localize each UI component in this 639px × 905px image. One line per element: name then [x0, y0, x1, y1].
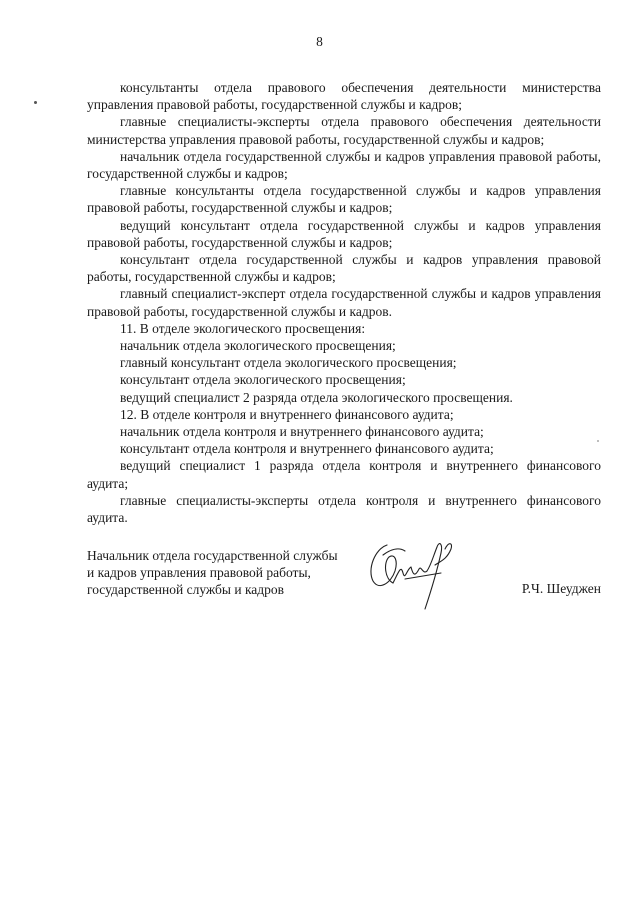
paragraph: главные специалисты-эксперты отдела правового обеспечения деятельности министерства управления правовой работы, государственной службы и кадров;	[87, 114, 601, 147]
page-number: 8	[316, 34, 323, 49]
paragraph: консультанты отдела правового обеспечения деятельности министерства управления правовой работы, государственной службы и кадров;	[87, 80, 601, 113]
paragraph: консультант отдела контроля и внутреннего финансового аудита;	[120, 441, 494, 457]
paragraph: начальник отдела экологического просвещения;	[120, 338, 396, 354]
paragraph: консультант отдела государственной службы и кадров управления правовой работы, государственной службы и кадров;	[87, 252, 601, 285]
paragraph: консультант отдела экологического просвещения;	[120, 372, 406, 388]
paragraph: главный специалист-эксперт отдела государственной службы и кадров управления правовой работы, государственной службы и кадров.	[87, 286, 601, 319]
paragraph: начальник отдела контроля и внутреннего финансового аудита;	[120, 424, 484, 440]
paragraph: начальник отдела государственной службы и кадров управления правовой работы, государственной службы и кадров;	[87, 148, 601, 182]
paragraph: главные консультанты отдела государственной службы и кадров управления правовой работы, государственной службы и кадров;	[87, 183, 601, 216]
scan-speck	[34, 101, 37, 104]
section-heading: 12. В отделе контроля и внутреннего финансового аудита;	[120, 406, 454, 422]
paragraph: главный консультант отдела экологического просвещения;	[120, 355, 457, 371]
signatory-name: Р.Ч. Шеуджен	[521, 581, 601, 596]
paragraph: ведущий специалист 2 разряда отдела экологического просвещения.	[120, 389, 513, 405]
section-heading: 11. В отделе экологического просвещения:	[120, 320, 366, 336]
scan-speck	[597, 440, 599, 442]
paragraph: главные специалисты-эксперты отдела контроля и внутреннего финансового аудита.	[87, 492, 601, 526]
document-body	[87, 79, 601, 526]
signature-block	[87, 547, 601, 627]
signatory-position	[87, 547, 338, 599]
paragraph: ведущий консультант отдела государственной службы и кадров управления правовой работы, государственной службы и кадров;	[87, 217, 601, 250]
handwritten-signature	[365, 535, 465, 615]
paragraph: ведущий специалист 1 разряда отдела контроля и внутреннего финансового аудита;	[87, 458, 601, 491]
signatory-position-line: государственной службы и кадров	[87, 582, 285, 598]
signatory-position-line: Начальник отдела государственной службы	[87, 548, 338, 563]
signatory-position-line: и кадров управления правовой работы,	[87, 565, 311, 581]
